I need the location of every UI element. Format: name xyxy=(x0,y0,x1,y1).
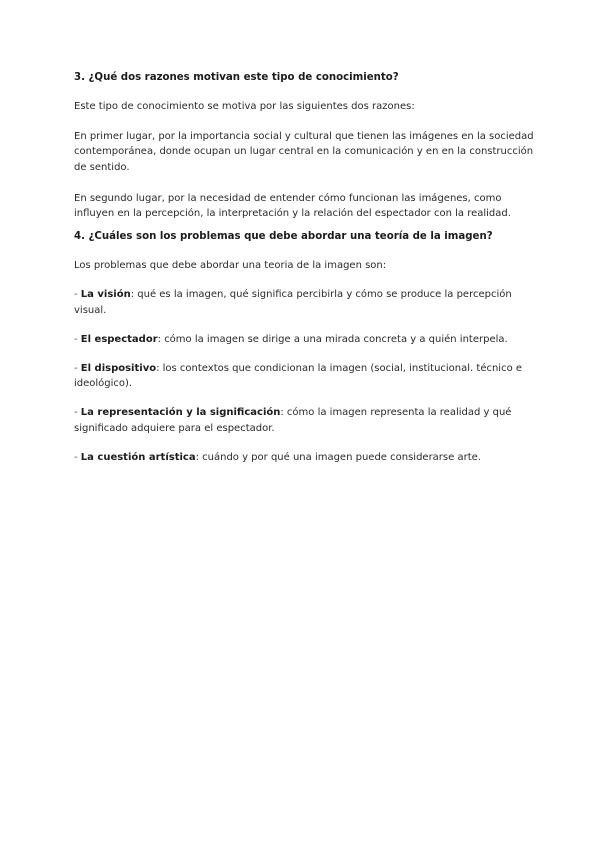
list-item-term: La cuestión artística xyxy=(80,451,196,463)
bullet-dash: - xyxy=(74,363,78,375)
list-item-term: El dispositivo xyxy=(80,363,157,375)
list-item-cuestion-artistica xyxy=(74,450,534,465)
section-3-paragraph-2: En segundo lugar, por la necesidad de entender cómo funcionan las imágenes, como influyen en la percepción, la interpretación y la relación del espectador con la realidad. xyxy=(74,192,511,220)
bullet-dash: - xyxy=(74,407,78,419)
list-item-term: El espectador xyxy=(80,333,158,345)
list-item-text: : qué es la imagen, qué significa percibirla y cómo se produce la percepción visual. xyxy=(74,289,512,316)
list-item-espectador xyxy=(74,332,534,347)
bullet-dash: - xyxy=(74,451,78,463)
section-4-intro: Los problemas que debe abordar una teoria de la imagen son: xyxy=(74,260,387,272)
section-3-paragraph-1: En primer lugar, por la importancia social y cultural que tienen las imágenes en la sociedad contemporánea, donde ocupan un lugar central en la comunicación y en en la construcción de sentido. xyxy=(74,131,534,173)
list-item-text: : los contextos que condicionan la imagen (social, institucional. técnico e ideológico). xyxy=(74,363,523,390)
list-item-vision xyxy=(74,287,534,317)
list-item-representacion xyxy=(74,405,534,435)
section-3-heading: 3. ¿Qué dos razones motivan este tipo de conocimiento? xyxy=(74,72,399,83)
document-body xyxy=(74,70,534,479)
section-4-heading: 4. ¿Cuáles son los problemas que debe abordar una teoría de la imagen? xyxy=(74,231,493,243)
list-item-text: : cuándo y por qué una imagen puede considerarse arte. xyxy=(195,451,481,463)
list-item-dispositivo xyxy=(74,361,534,391)
bullet-dash: - xyxy=(74,333,78,345)
list-item-text: : cómo la imagen representa la realidad y qué significado adquiere para el espectador. xyxy=(74,407,512,434)
list-item-term: La representación y la significación xyxy=(80,407,281,419)
list-item-term: La visión xyxy=(80,289,131,301)
list-item-text: : cómo la imagen se dirige a una mirada concreta y a quién interpela. xyxy=(157,333,508,345)
bullet-dash: - xyxy=(74,289,78,301)
section-3-intro: Este tipo de conocimiento se motiva por las siguientes dos razones: xyxy=(74,101,415,112)
